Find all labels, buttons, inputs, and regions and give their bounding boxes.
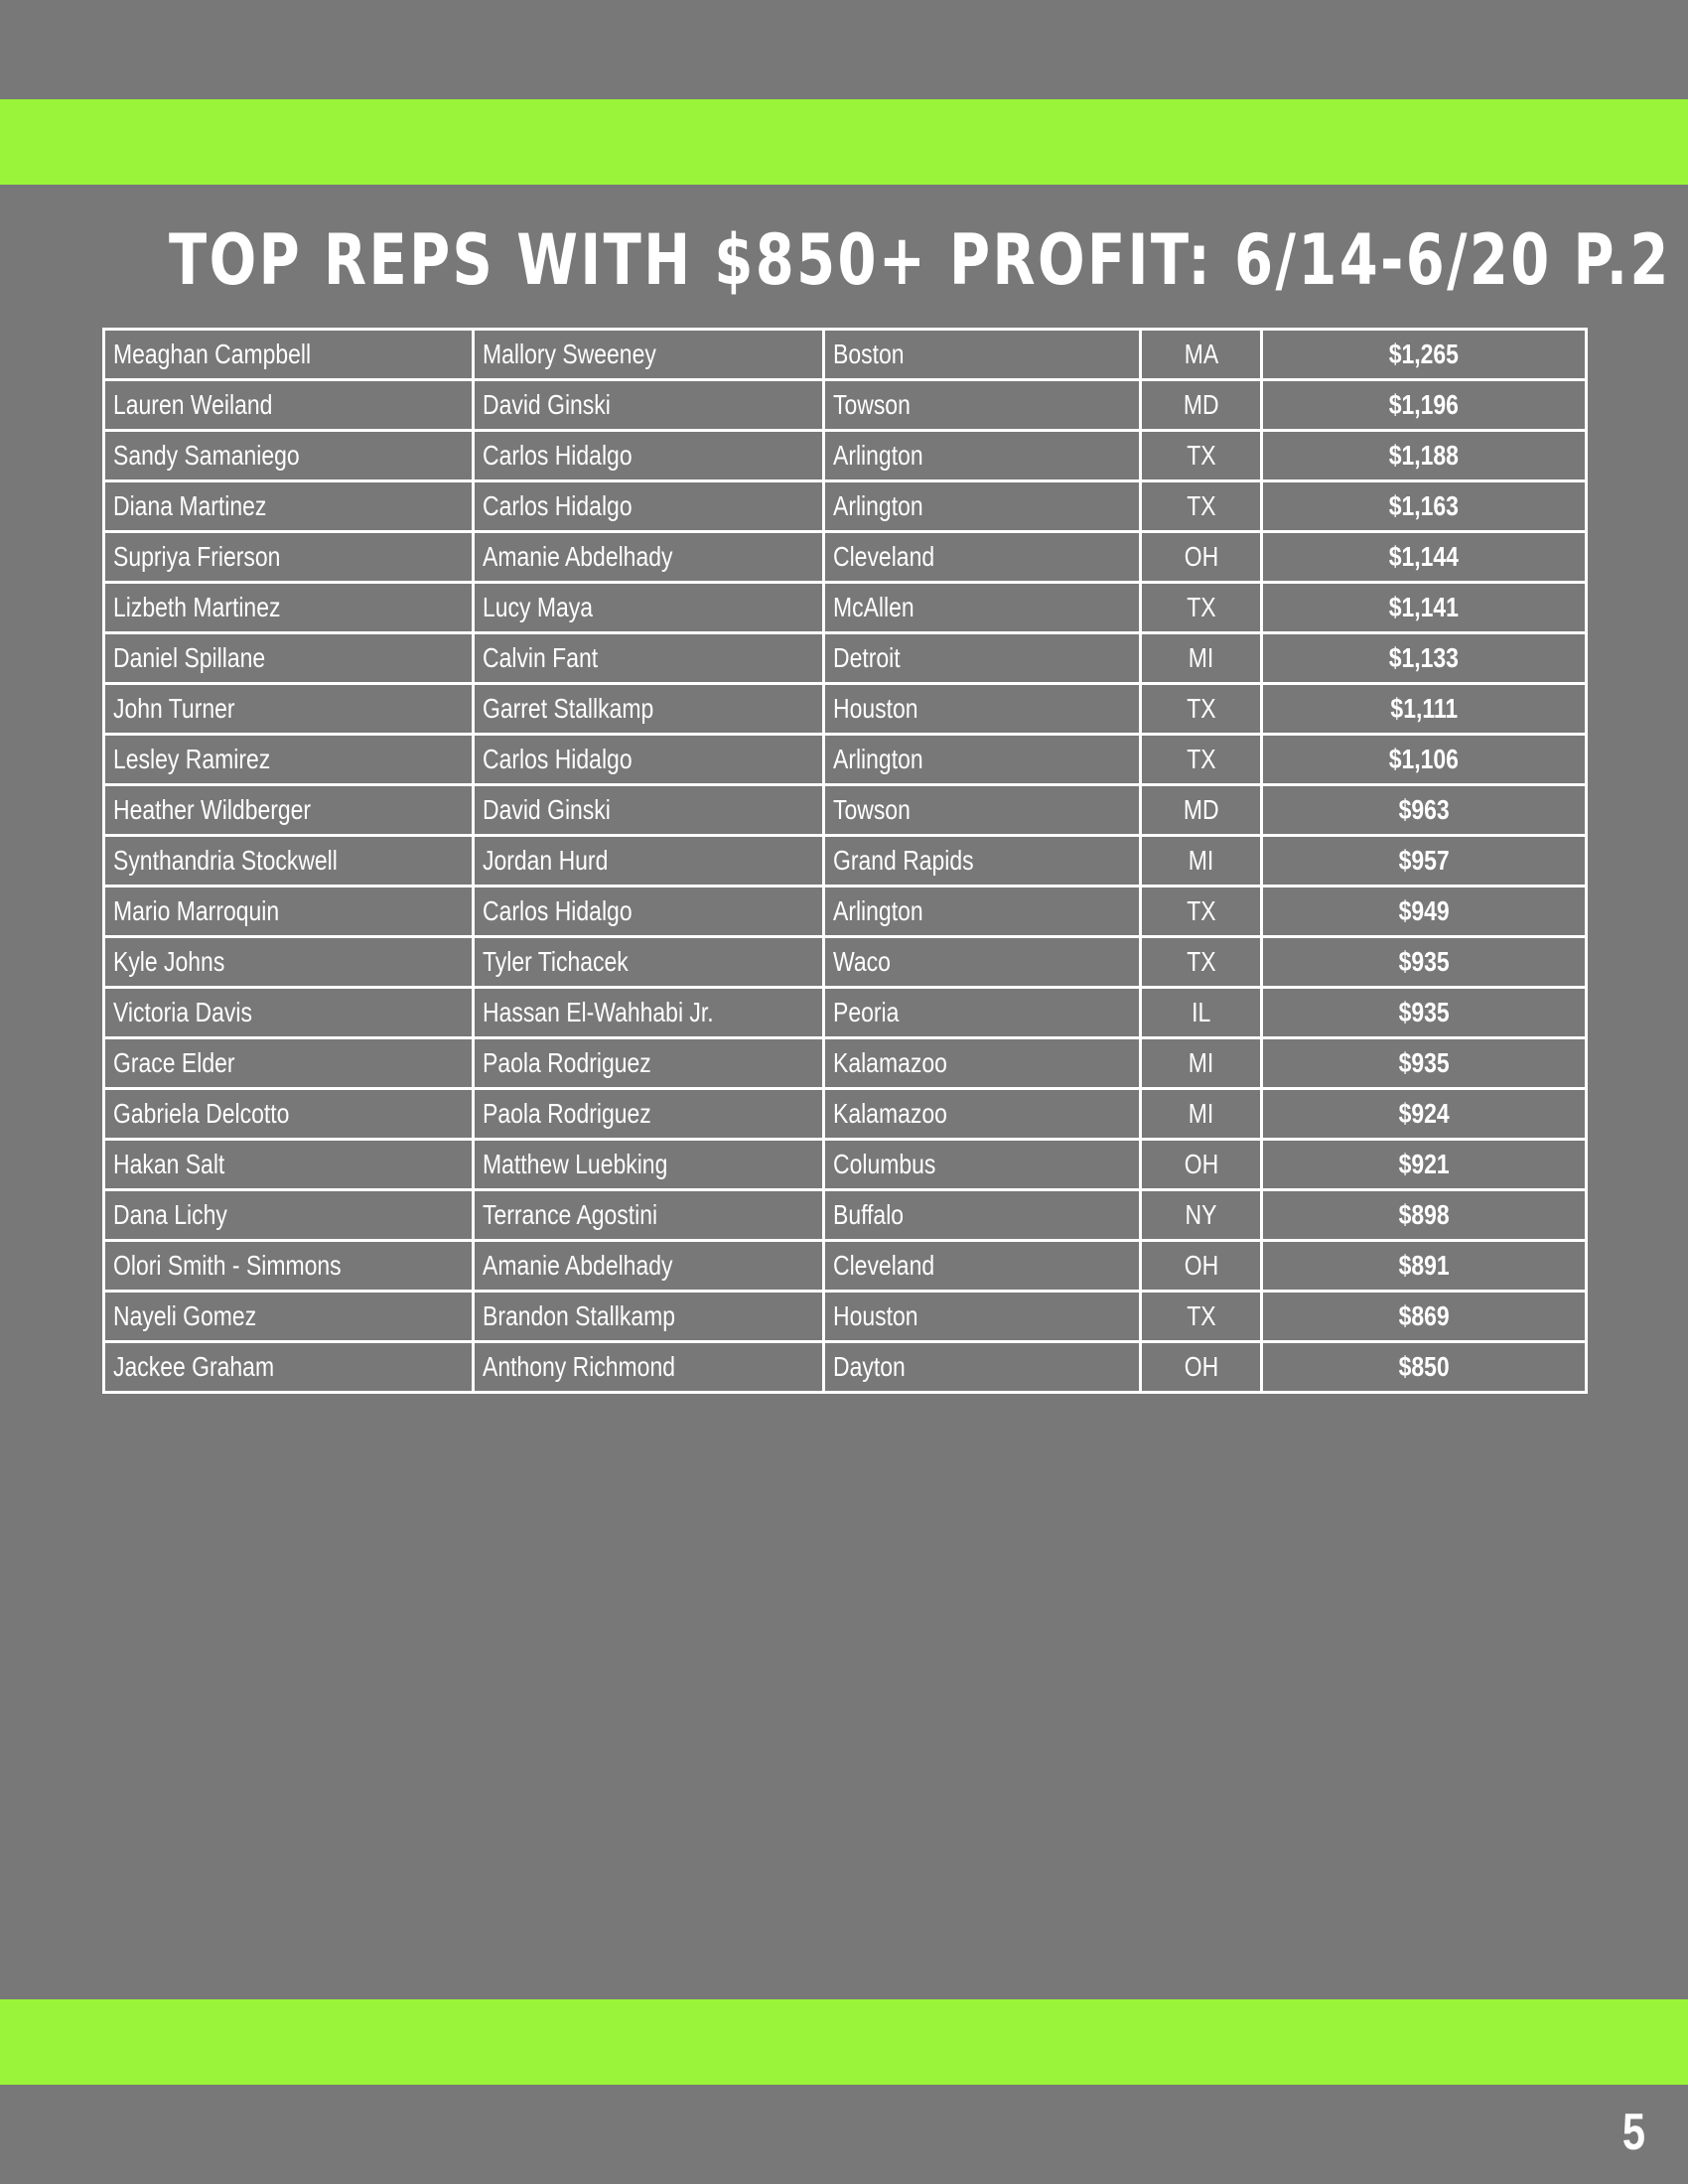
profit-cell <box>1262 481 1587 532</box>
table-row <box>104 1342 1587 1393</box>
manager-name-cell <box>474 1089 824 1140</box>
manager-name-cell <box>474 1140 824 1190</box>
profit-cell <box>1262 785 1587 836</box>
rep-name-cell <box>104 684 474 735</box>
state-cell <box>1141 937 1262 988</box>
city-cell-text: Detroit <box>833 642 901 673</box>
profit-cell <box>1262 583 1587 633</box>
reps-table <box>102 328 1588 1394</box>
state-cell-text: MI <box>1188 1098 1214 1129</box>
city-cell-text: Arlington <box>833 895 923 926</box>
state-cell-text: MI <box>1188 845 1214 876</box>
city-cell-text: Arlington <box>833 490 923 521</box>
profit-cell <box>1262 887 1587 937</box>
rep-name-cell <box>104 735 474 785</box>
manager-name-cell-text: Mallory Sweeney <box>483 339 656 369</box>
table-row <box>104 583 1587 633</box>
bottom-accent-band <box>0 1999 1688 2085</box>
table-row <box>104 1038 1587 1089</box>
rep-name-cell <box>104 1292 474 1342</box>
rep-name-cell <box>104 887 474 937</box>
profit-cell-text: $869 <box>1398 1300 1450 1331</box>
rep-name-cell-text: John Turner <box>113 693 235 724</box>
profit-cell-text: $1,141 <box>1388 592 1460 622</box>
city-cell <box>824 887 1141 937</box>
manager-name-cell-text: Lucy Maya <box>483 592 594 622</box>
state-cell <box>1141 735 1262 785</box>
city-cell-text: Arlington <box>833 744 923 774</box>
profit-cell-text: $1,106 <box>1388 744 1460 774</box>
rep-name-cell <box>104 532 474 583</box>
rep-name-cell <box>104 988 474 1038</box>
state-cell <box>1141 1038 1262 1089</box>
profit-cell-text: $1,111 <box>1390 693 1458 724</box>
city-cell-text: Towson <box>833 389 911 420</box>
state-cell <box>1141 380 1262 431</box>
city-cell-text: McAllen <box>833 592 914 622</box>
profit-cell <box>1262 431 1587 481</box>
state-cell-text: TX <box>1186 895 1216 926</box>
profit-cell-text: $1,133 <box>1388 642 1460 673</box>
city-cell <box>824 330 1141 380</box>
rep-name-cell-text: Dana Lichy <box>113 1199 227 1230</box>
manager-name-cell-text: Garret Stallkamp <box>483 693 654 724</box>
city-cell <box>824 836 1141 887</box>
manager-name-cell-text: David Ginski <box>483 794 611 825</box>
city-cell-text: Kalamazoo <box>833 1047 947 1078</box>
profit-cell <box>1262 1140 1587 1190</box>
table-row <box>104 887 1587 937</box>
manager-name-cell <box>474 1190 824 1241</box>
manager-name-cell <box>474 988 824 1038</box>
rep-name-cell <box>104 1089 474 1140</box>
rep-name-cell-text: Daniel Spillane <box>113 642 266 673</box>
state-cell <box>1141 330 1262 380</box>
reps-table-body <box>104 330 1587 1393</box>
state-cell <box>1141 431 1262 481</box>
table-row <box>104 785 1587 836</box>
state-cell-text: TX <box>1186 693 1216 724</box>
manager-name-cell <box>474 532 824 583</box>
state-cell <box>1141 1292 1262 1342</box>
state-cell-text: TX <box>1186 1300 1216 1331</box>
state-cell <box>1141 583 1262 633</box>
profit-cell-text: $957 <box>1398 845 1450 876</box>
rep-name-cell-text: Victoria Davis <box>113 997 252 1027</box>
manager-name-cell-text: Paola Rodriguez <box>483 1098 651 1129</box>
table-row <box>104 1140 1587 1190</box>
rep-name-cell <box>104 937 474 988</box>
city-cell-text: Dayton <box>833 1351 906 1382</box>
rep-name-cell <box>104 836 474 887</box>
manager-name-cell <box>474 836 824 887</box>
profit-cell-text: $1,265 <box>1388 339 1460 369</box>
city-cell-text: Cleveland <box>833 1250 935 1281</box>
table-row <box>104 380 1587 431</box>
profit-cell-text: $1,188 <box>1388 440 1460 471</box>
rep-name-cell-text: Lizbeth Martinez <box>113 592 281 622</box>
city-cell-text: Towson <box>833 794 911 825</box>
profit-cell <box>1262 937 1587 988</box>
profit-cell-text: $891 <box>1398 1250 1450 1281</box>
manager-name-cell-text: Anthony Richmond <box>483 1351 675 1382</box>
profit-cell <box>1262 1038 1587 1089</box>
profit-cell-text: $1,163 <box>1388 490 1460 521</box>
city-cell <box>824 532 1141 583</box>
rep-name-cell <box>104 633 474 684</box>
profit-cell-text: $963 <box>1398 794 1450 825</box>
rep-name-cell <box>104 380 474 431</box>
manager-name-cell <box>474 937 824 988</box>
profit-cell-text: $935 <box>1398 946 1450 977</box>
state-cell-text: OH <box>1184 541 1218 572</box>
city-cell <box>824 431 1141 481</box>
manager-name-cell <box>474 785 824 836</box>
state-cell <box>1141 887 1262 937</box>
table-row <box>104 1292 1587 1342</box>
rep-name-cell-text: Synthandria Stockwell <box>113 845 338 876</box>
table-row <box>104 431 1587 481</box>
city-cell <box>824 1342 1141 1393</box>
city-cell <box>824 1241 1141 1292</box>
profit-cell <box>1262 532 1587 583</box>
rep-name-cell <box>104 330 474 380</box>
city-cell-text: Grand Rapids <box>833 845 974 876</box>
city-cell-text: Buffalo <box>833 1199 905 1230</box>
table-row <box>104 836 1587 887</box>
city-cell <box>824 1292 1141 1342</box>
state-cell <box>1141 532 1262 583</box>
rep-name-cell-text: Jackee Graham <box>113 1351 275 1382</box>
city-cell <box>824 481 1141 532</box>
city-cell-text: Kalamazoo <box>833 1098 947 1129</box>
profit-cell <box>1262 836 1587 887</box>
city-cell <box>824 988 1141 1038</box>
profit-cell <box>1262 988 1587 1038</box>
profit-cell <box>1262 330 1587 380</box>
city-cell-text: Columbus <box>833 1149 936 1179</box>
state-cell-text: TX <box>1186 440 1216 471</box>
rep-name-cell-text: Kyle Johns <box>113 946 225 977</box>
manager-name-cell-text: Amanie Abdelhady <box>483 1250 673 1281</box>
manager-name-cell <box>474 481 824 532</box>
state-cell-text: MI <box>1188 642 1214 673</box>
profit-cell <box>1262 1292 1587 1342</box>
profit-cell-text: $850 <box>1398 1351 1450 1382</box>
manager-name-cell-text: Carlos Hidalgo <box>483 440 633 471</box>
table-row <box>104 1190 1587 1241</box>
manager-name-cell <box>474 1241 824 1292</box>
state-cell <box>1141 633 1262 684</box>
profit-cell-text: $898 <box>1398 1199 1450 1230</box>
rep-name-cell-text: Olori Smith - Simmons <box>113 1250 342 1281</box>
state-cell-text: IL <box>1191 997 1211 1027</box>
city-cell-text: Peoria <box>833 997 900 1027</box>
city-cell-text: Waco <box>833 946 891 977</box>
profit-cell-text: $935 <box>1398 997 1450 1027</box>
rep-name-cell-text: Sandy Samaniego <box>113 440 300 471</box>
profit-cell <box>1262 1241 1587 1292</box>
rep-name-cell <box>104 1190 474 1241</box>
state-cell <box>1141 836 1262 887</box>
profit-cell-text: $924 <box>1398 1098 1450 1129</box>
profit-cell-text: $949 <box>1398 895 1450 926</box>
city-cell <box>824 684 1141 735</box>
state-cell-text: MI <box>1188 1047 1214 1078</box>
manager-name-cell <box>474 583 824 633</box>
profit-cell-text: $1,144 <box>1388 541 1460 572</box>
profit-cell <box>1262 684 1587 735</box>
manager-name-cell-text: Matthew Luebking <box>483 1149 668 1179</box>
profit-cell <box>1262 380 1587 431</box>
manager-name-cell <box>474 633 824 684</box>
city-cell <box>824 1190 1141 1241</box>
manager-name-cell <box>474 684 824 735</box>
manager-name-cell-text: Carlos Hidalgo <box>483 895 633 926</box>
city-cell <box>824 785 1141 836</box>
page-number: 5 <box>1621 2104 1646 2161</box>
manager-name-cell <box>474 1292 824 1342</box>
city-cell <box>824 633 1141 684</box>
state-cell <box>1141 481 1262 532</box>
manager-name-cell-text: Amanie Abdelhady <box>483 541 673 572</box>
state-cell <box>1141 1190 1262 1241</box>
manager-name-cell-text: Carlos Hidalgo <box>483 744 633 774</box>
rep-name-cell <box>104 481 474 532</box>
state-cell <box>1141 1342 1262 1393</box>
rep-name-cell-text: Lesley Ramirez <box>113 744 271 774</box>
rep-name-cell-text: Lauren Weiland <box>113 389 273 420</box>
state-cell <box>1141 1140 1262 1190</box>
table-row <box>104 532 1587 583</box>
manager-name-cell <box>474 1342 824 1393</box>
rep-name-cell <box>104 1140 474 1190</box>
rep-name-cell-text: Hakan Salt <box>113 1149 225 1179</box>
manager-name-cell <box>474 330 824 380</box>
manager-name-cell <box>474 887 824 937</box>
table-row <box>104 633 1587 684</box>
manager-name-cell-text: David Ginski <box>483 389 611 420</box>
rep-name-cell-text: Gabriela Delcotto <box>113 1098 290 1129</box>
rep-name-cell-text: Nayeli Gomez <box>113 1300 257 1331</box>
manager-name-cell-text: Carlos Hidalgo <box>483 490 633 521</box>
state-cell-text: MA <box>1184 339 1218 369</box>
rep-name-cell <box>104 431 474 481</box>
rep-name-cell <box>104 1342 474 1393</box>
state-cell <box>1141 785 1262 836</box>
rep-name-cell <box>104 1038 474 1089</box>
profit-cell <box>1262 1342 1587 1393</box>
table-row <box>104 684 1587 735</box>
state-cell <box>1141 684 1262 735</box>
city-cell-text: Cleveland <box>833 541 935 572</box>
manager-name-cell-text: Tyler Tichacek <box>483 946 629 977</box>
city-cell-text: Houston <box>833 1300 918 1331</box>
manager-name-cell-text: Hassan El-Wahhabi Jr. <box>483 997 714 1027</box>
state-cell-text: NY <box>1185 1199 1217 1230</box>
state-cell-text: TX <box>1186 744 1216 774</box>
city-cell <box>824 1140 1141 1190</box>
profit-cell-text: $935 <box>1398 1047 1450 1078</box>
state-cell <box>1141 1241 1262 1292</box>
state-cell-text: OH <box>1184 1149 1218 1179</box>
manager-name-cell <box>474 431 824 481</box>
table-row <box>104 481 1587 532</box>
state-cell-text: TX <box>1186 490 1216 521</box>
city-cell-text: Arlington <box>833 440 923 471</box>
table-row <box>104 1089 1587 1140</box>
city-cell <box>824 735 1141 785</box>
city-cell-text: Houston <box>833 693 918 724</box>
profit-cell-text: $1,196 <box>1388 389 1460 420</box>
profit-cell <box>1262 1190 1587 1241</box>
table-row <box>104 988 1587 1038</box>
profit-cell <box>1262 1089 1587 1140</box>
state-cell-text: OH <box>1184 1351 1218 1382</box>
profit-cell-text: $921 <box>1398 1149 1450 1179</box>
profit-cell <box>1262 633 1587 684</box>
city-cell <box>824 583 1141 633</box>
manager-name-cell <box>474 1038 824 1089</box>
table-row <box>104 735 1587 785</box>
city-cell <box>824 937 1141 988</box>
manager-name-cell-text: Paola Rodriguez <box>483 1047 651 1078</box>
manager-name-cell-text: Terrance Agostini <box>483 1199 658 1230</box>
state-cell-text: MD <box>1183 794 1219 825</box>
city-cell <box>824 380 1141 431</box>
state-cell <box>1141 988 1262 1038</box>
state-cell-text: MD <box>1183 389 1219 420</box>
rep-name-cell-text: Diana Martinez <box>113 490 267 521</box>
rep-name-cell <box>104 785 474 836</box>
rep-name-cell <box>104 583 474 633</box>
city-cell <box>824 1038 1141 1089</box>
rep-name-cell-text: Heather Wildberger <box>113 794 312 825</box>
rep-name-cell-text: Meaghan Campbell <box>113 339 312 369</box>
state-cell <box>1141 1089 1262 1140</box>
page-title: TOP REPS WITH $850+ PROFIT: 6/14-6/20 P.2 <box>169 219 1671 301</box>
rep-name-cell-text: Grace Elder <box>113 1047 235 1078</box>
manager-name-cell-text: Jordan Hurd <box>483 845 609 876</box>
rep-name-cell <box>104 1241 474 1292</box>
manager-name-cell <box>474 380 824 431</box>
profit-cell <box>1262 735 1587 785</box>
city-cell-text: Boston <box>833 339 905 369</box>
table-row <box>104 330 1587 380</box>
state-cell-text: TX <box>1186 592 1216 622</box>
manager-name-cell-text: Calvin Fant <box>483 642 599 673</box>
city-cell <box>824 1089 1141 1140</box>
table-row <box>104 1241 1587 1292</box>
state-cell-text: OH <box>1184 1250 1218 1281</box>
state-cell-text: TX <box>1186 946 1216 977</box>
manager-name-cell <box>474 735 824 785</box>
manager-name-cell-text: Brandon Stallkamp <box>483 1300 675 1331</box>
rep-name-cell-text: Mario Marroquin <box>113 895 280 926</box>
table-row <box>104 937 1587 988</box>
rep-name-cell-text: Supriya Frierson <box>113 541 281 572</box>
top-accent-band <box>0 99 1688 185</box>
